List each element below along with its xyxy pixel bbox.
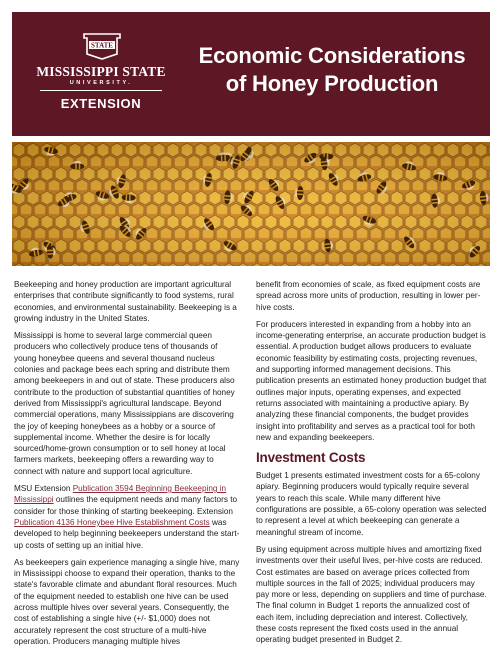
- publication-3594-link[interactable]: Publication 3594 Beginning Beekeeping in Mississippi: [14, 484, 227, 505]
- publications-paragraph: [14, 483, 242, 551]
- header-banner: [12, 12, 490, 136]
- right-column: [256, 279, 488, 650]
- investment-costs-heading: Investment Costs: [256, 450, 366, 466]
- queen-producers-paragraph: Mississippi is home to several large commercial queen producers who collectively produce tens of thousands of young honeybee queens and several thousand nucleus colonies and package bees each spring and distribute them among beekeepers in and out of state. These producers also contribute to the production of substantial quantities of honey derived from Mississippi's agricultural landscape. Beyond commercial operations, many Mississippians are discovering the joy of keeping honeybees as a hobby or a source of supplemental income. Whether the desire is for locally sourced/home-grown consumption or to sell honey at local farmers markets, beekeeping offers a rewarding way to connect with nature and support local agriculture.: [14, 331, 235, 476]
- logo-extension: EXTENSION: [60, 96, 142, 111]
- title-line-2: of Honey Production: [225, 71, 439, 96]
- honeybee-image: [12, 142, 490, 266]
- amortization-paragraph: By using equipment across multiple hives and amortizing fixed investments over their useful lives, per-hive costs are reduced. Cost estimates are based on average prices collected from multiple sources in the fall of 2025; individual producers may pay more or less, depending on suppliers and time of purchase. The final column in Budget 1 reports the annualized cost of each item, including depreciation and interest. Collectively, these costs represent the fixed costs used in the annual operating budget presented in Budget 2.: [256, 544, 487, 645]
- msu-extension-logo[interactable]: [26, 32, 176, 128]
- publication-4136-link[interactable]: Publication 4136 Honeybee Hive Establishment Costs: [14, 517, 210, 527]
- publications-text-a: MSU Extension: [14, 484, 73, 494]
- intro-paragraph: Beekeeping and honey production are important agricultural enterprises that contribute significantly to food systems, rural economies, and environmental sustainability. Beekeeping is a growing industry in the United States.: [14, 280, 237, 323]
- logo-divider: [40, 90, 162, 91]
- logo-subtitle: UNIVERSITY.: [69, 80, 133, 86]
- title-line-1: Economic Considerations: [198, 43, 466, 68]
- economies-of-scale-paragraph: benefit from economies of scale, as fixed equipment costs are spread across more units of production, resulting in lower per-hive costs.: [256, 280, 481, 312]
- left-column: [14, 279, 242, 650]
- expansion-paragraph: As beekeepers gain experience managing a single hive, many in Mississippi choose to expand their operation, thanks to the state's favorable climate and abundant floral resources. Much of the equipment needed to establish one hive can be used across multiple hives over several years. Consequently, the cost of establishing a single hive (+/- $1,000) does not accurately represent the cost structure of a multi-hive operation. Producers managing multiple hives: [14, 557, 240, 646]
- publications-text-b: outlines the equipment needs and many factors to consider for those thinking of starting beekeeping. Extension: [14, 495, 238, 516]
- page-title: [182, 42, 482, 98]
- honeycomb-photo: [12, 142, 490, 266]
- budget-1-paragraph: Budget 1 presents estimated investment costs for a 65-colony apiary. Beginning producers would typically require several years to reach this scale. While many different hive configurations are possible, a 65-colony operation was selected to represent a level at which beekeeping can generate a meaningful stream of income.: [256, 471, 487, 537]
- svg-text:STATE: STATE: [91, 41, 113, 50]
- production-budget-paragraph: For producers interested in expanding from a hobby into an income-generating enterprise, an accurate production budget is essential. A production budget allows producers to evaluate economic feasibility by estimating costs, projecting revenues, and supporting informed management decisions. This publication presents an estimated honey production budget that outlines major inputs, operating expenses, and expected returns associated with maintaining a productive apiary. By analyzing these financial components, the budget provides insight into profitability and serves as a practical tool for both new and expanding beekeepers.: [256, 319, 487, 442]
- logo-name: MISSISSIPPI STATE: [36, 64, 166, 79]
- publications-text-c: was developed to help beginning beekeepers understand the start-up costs of setting up an initial hive.: [14, 517, 240, 550]
- shield-icon: [82, 32, 122, 60]
